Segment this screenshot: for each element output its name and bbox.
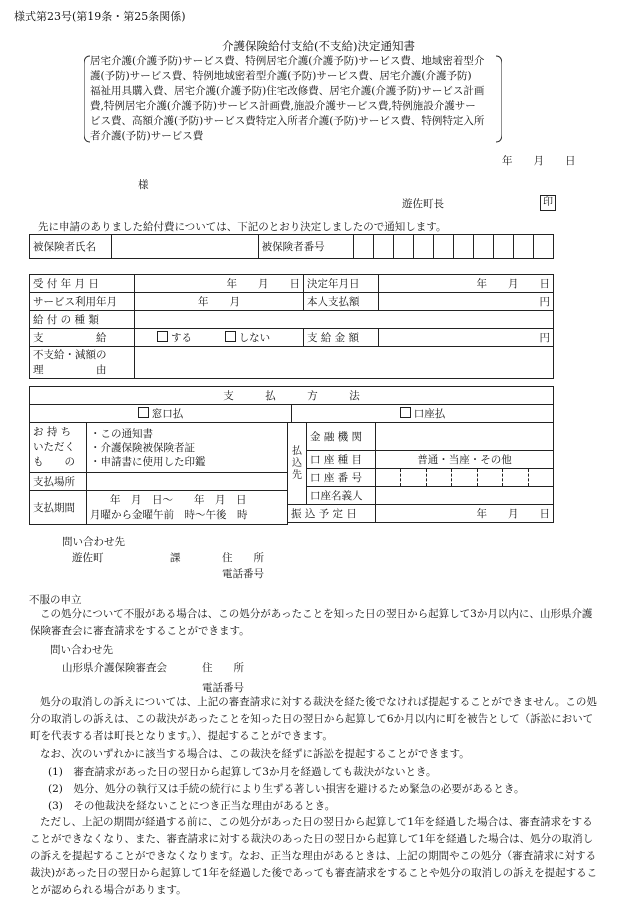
window-pay-label: 窓口払: [151, 408, 184, 420]
service-line: 居宅介護(介護予防)サービス費、特例居宅介護(介護予防)サービス費、地域密着型介: [90, 55, 485, 67]
holder-label: 口座名義人: [307, 487, 376, 505]
number-cell: [533, 235, 553, 259]
number-cell: [513, 235, 533, 259]
window-pay-details: [29, 422, 288, 525]
service-month-value: 年 月: [135, 293, 304, 311]
insured-name-value: [112, 235, 259, 259]
appeal-council: 山形県介護保険審査会: [62, 662, 167, 674]
issue-date: 年 月 日: [502, 155, 576, 167]
number-cell: [353, 235, 373, 259]
bring-label: [30, 423, 87, 473]
bank-label: 金 融 機 関: [307, 423, 376, 451]
payment-header: 支 払 方 法: [30, 387, 554, 405]
checkbox-window[interactable]: [138, 407, 149, 418]
decision-date-label: 決定年月日: [304, 275, 379, 293]
place-value: [87, 473, 288, 491]
benefit-type-value: [135, 311, 554, 329]
account-no-label: 口 座 番 号: [307, 469, 376, 487]
checkbox-no[interactable]: [225, 331, 236, 342]
bring-label-line: いただく: [33, 441, 75, 453]
window-pay-option: [30, 405, 292, 423]
service-line: 福祉用具購入費、居宅介護(介護予防)住宅改修費、居宅介護(介護予防)サービス計画: [90, 85, 485, 97]
self-pay-yen: 円: [379, 293, 554, 311]
period-value: [87, 491, 288, 525]
service-line: ビス費、高額介護(予防)サービス費特定入所者介護(予防)サービス費、特例特定入所: [90, 115, 485, 127]
service-line: 護(予防)サービス費、特例地域密着型介護(予防)サービス費、居宅介護(介護予防): [90, 70, 472, 82]
option-yes-label: する: [171, 332, 192, 344]
checkbox-yes[interactable]: [157, 331, 168, 342]
checkbox-account[interactable]: [400, 407, 411, 418]
receipt-date-label: 受 付 年 月 日: [30, 275, 135, 293]
issuer-name: 遊佐町長: [402, 198, 444, 210]
reason-value: [135, 347, 554, 379]
appeal-heading: 不服の申立: [29, 594, 82, 606]
appeal-contact-heading: 問い合わせ先: [50, 644, 113, 656]
bring-items: [87, 423, 288, 473]
seal-stamp: 印: [540, 195, 556, 211]
notice-title: 介護保険給付支給(不支給)決定通知書: [222, 39, 415, 53]
transfer-label: 払込先: [288, 423, 307, 505]
reason-label-line: 不支給・減額の: [33, 348, 107, 361]
decision-table: [29, 274, 554, 379]
amount-yen: 円: [379, 329, 554, 347]
account-no-value: [376, 469, 554, 487]
form-number: 様式第23号(第19条・第25条関係): [14, 10, 186, 23]
bring-label-line: も の: [33, 456, 75, 468]
contact-section: 課: [170, 552, 181, 564]
reason-label-line: 理 由: [33, 363, 107, 376]
bank-value: [376, 423, 554, 451]
number-cell: [433, 235, 453, 259]
lawsuit-text: 処分の取消しの訴えについては、上記の審査請求に対する裁決を経た後でなければ提起することができません。この処分の取消しの訴えは、この裁決があったことを知った日の翌日から起算して6か月以内に町を被告として（訴訟において町を代表する者は町長となります。）、提起することができます。: [30, 696, 597, 742]
decision-date-value: 年 月 日: [379, 275, 554, 293]
appeal-address: 住 所: [202, 662, 244, 674]
bring-label-line: お 持 ち: [33, 426, 72, 438]
contact-phone: 電話番号: [222, 568, 264, 580]
recipient-suffix: 様: [138, 179, 149, 191]
holder-value: [376, 487, 554, 505]
service-line: 者介護(予防)サービス費: [90, 130, 204, 142]
appeal-body: この処分について不服がある場合は、この処分があったことを知った日の翌日から起算して3か月以内に、山形県介護保険審査会に審査請求をすることができます。: [30, 608, 593, 637]
intro-text: 先に申請のありました給付費については、下記のとおり決定しましたので通知します。: [38, 221, 447, 233]
contact-heading: 問い合わせ先: [62, 536, 125, 548]
bring-item: ・申請書に使用した印鑑: [90, 455, 206, 468]
place-label: 支払場所: [30, 473, 87, 491]
reason-label: [30, 347, 135, 379]
number-cell: [373, 235, 393, 259]
bring-item: ・この通知書: [90, 427, 153, 440]
payment-label: 支 給: [30, 329, 135, 347]
insured-table: [29, 234, 554, 259]
number-cell: [473, 235, 493, 259]
self-pay-label: 本人支払額: [304, 293, 379, 311]
number-cell: [413, 235, 433, 259]
service-month-label: サービス利用年月: [30, 293, 135, 311]
number-cell: [393, 235, 413, 259]
insured-number-label: 被保険者番号: [258, 235, 353, 259]
exception-item: (1) 審査請求があった日の翌日から起算して3か月を経過しても裁決がないとき。: [48, 766, 437, 778]
number-cell: [493, 235, 513, 259]
service-list: [84, 54, 502, 144]
option-no-label: しない: [238, 332, 271, 344]
transfer-date-value: 年 月 日: [376, 505, 554, 523]
transfer-date-label: 振 込 予 定 日: [288, 505, 376, 523]
period-value-line: 年 月 日～ 年 月 日: [110, 493, 247, 506]
account-pay-option: [292, 405, 554, 423]
benefit-type-label: 給 付 の 種 類: [30, 311, 135, 329]
exception-item: (3) その他裁決を経ないことにつき正当な理由があるとき。: [48, 800, 336, 812]
payment-options: [135, 329, 304, 347]
service-line: 費,特例居宅介護(介護予防)サービス計画費,施設介護サービス費,特例施設介護サー: [90, 100, 476, 112]
account-type-label: 口 座 種 目: [307, 451, 376, 469]
payment-table: [29, 386, 554, 423]
exception-item: (2) 処分、処分の執行又は手続の続行により生ずる著しい損害を避けるため緊急の必要があるとき。: [48, 783, 525, 795]
exceptions-intro: なお、次のいずれかに該当する場合は、この裁決を経ずに訴訟を提起することができます。: [40, 748, 470, 760]
bring-item: ・介護保険被保険者証: [90, 441, 195, 454]
contact-town: 遊佐町: [72, 552, 104, 564]
account-pay-label: 口座払: [413, 408, 446, 420]
receipt-date-value: 年 月 日: [135, 275, 304, 293]
period-value-line: 月曜から金曜午前 時～午後 時: [90, 508, 248, 521]
account-pay-details: [287, 422, 554, 523]
number-cell: [453, 235, 473, 259]
contact-address: 住 所: [222, 552, 264, 564]
period-label: 支払期間: [30, 491, 87, 525]
proviso-text: ただし、上記の期間が経過する前に、この処分があった日の翌日から起算して1年を経過した場合は、審査請求をすることができなくなり、また、審査請求に対する裁決のあった日の翌日から起算して1年を経過した場合は、処分の取消しの訴えを提起することができなくなります。なお、正当な理由があるときは、上記の期間やこの処分（審査請求に対する裁決)があった日の翌日から起算して1年を経過した後であっても審査請求をすることや処分の取消しの訴えを提起することが認められる場合があります。: [30, 816, 598, 896]
insured-name-label: 被保険者氏名: [30, 235, 112, 259]
amount-label: 支 給 金 額: [304, 329, 379, 347]
account-type-value: 普通・当座・その他: [376, 451, 554, 469]
appeal-phone: 電話番号: [202, 682, 244, 694]
